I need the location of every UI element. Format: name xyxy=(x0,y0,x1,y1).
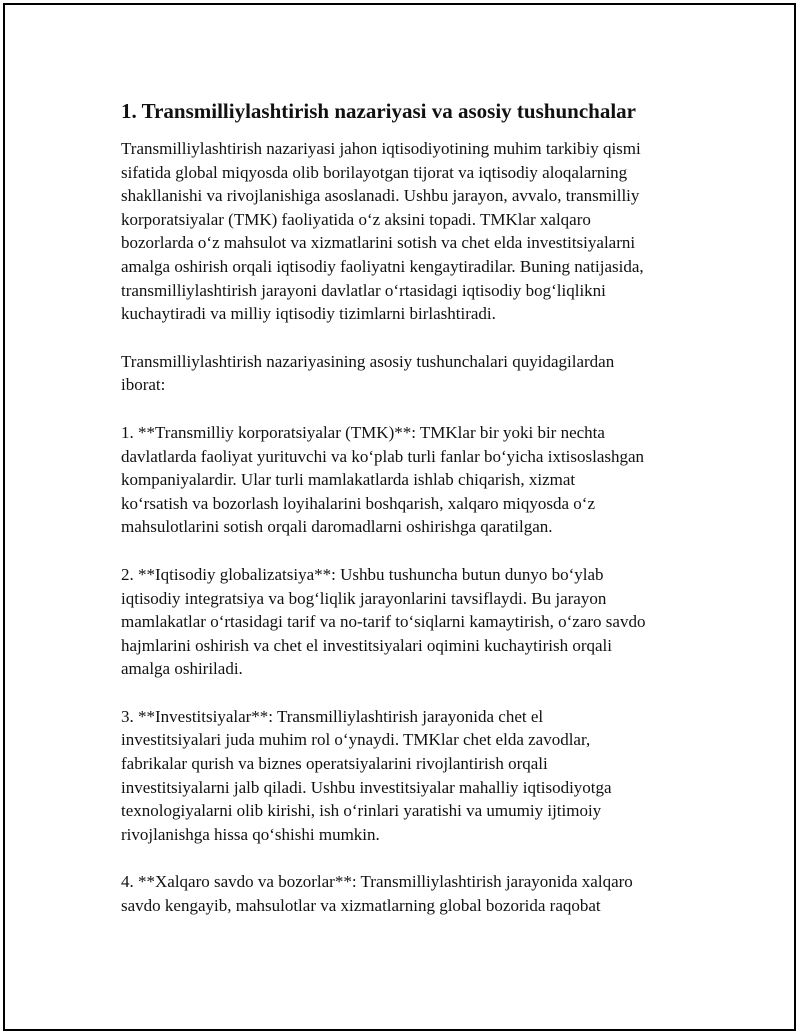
text-line: bozorlarda o‘z mahsulot va xizmatlarini sotish va chet elda investitsiyalarni xyxy=(121,233,636,253)
text-line: 2. **Iqtisodiy globalizatsiya**: Ushbu tushuncha butun dunyo bo‘ylab xyxy=(121,564,604,584)
text-line: ko‘rsatish va bozorlash loyihalarini boshqarish, xalqaro miqyosda o‘z xyxy=(121,493,595,513)
text-line: sifatida global miqyosda olib borilayotgan tijorat va iqtisodiy aloqalarning xyxy=(121,162,628,182)
text-line: amalga oshiriladi. xyxy=(121,659,243,679)
text-line: iqtisodiy integratsiya va bog‘liqlik jarayonlarini tavsiflaydi. Bu jarayon xyxy=(121,588,607,608)
text-line: davlatlarda faoliyat yurituvchi va ko‘plab turli fanlar bo‘yicha ixtisoslashgan xyxy=(121,446,645,466)
text-line: Transmilliylashtirish nazariyasining asosiy tushunchalari quyidagilardan xyxy=(121,351,615,371)
text-line: fabrikalar qurish va biznes operatsiyalarini rivojlantirish orqali xyxy=(121,754,548,774)
text-line: shakllanishi va rivojlanishiga asoslanadi. Ushbu jarayon, avvalo, transmilliy xyxy=(121,186,640,206)
list-item-globalization xyxy=(121,563,701,681)
text-line: hajmlarini oshirish va chet el investitsiyalari oqimini kuchaytirish orqali xyxy=(121,635,613,655)
text-line: korporatsiyalar (TMK) faoliyatida o‘z aksini topadi. TMKlar xalqaro xyxy=(121,209,591,229)
text-line: mamlakatlar o‘rtasidagi tarif va no-tarif to‘siqlarni kamaytirish, o‘zaro savdo xyxy=(121,612,646,632)
text-line: rivojlanishga hissa qo‘shishi mumkin. xyxy=(121,824,380,844)
list-item-tmk xyxy=(121,421,701,539)
page-frame xyxy=(3,3,796,1031)
list-item-investments xyxy=(121,705,701,847)
text-line: iborat: xyxy=(121,375,166,395)
text-line: kuchaytiradi va milliy iqtisodiy tizimlarni birlashtiradi. xyxy=(121,304,496,324)
text-line: 4. **Xalqaro savdo va bozorlar**: Transmilliylashtirish jarayonida xalqaro xyxy=(121,872,633,892)
document-title: 1. Transmilliylashtirish nazariyasi va asosiy tushunchalar xyxy=(121,99,636,123)
list-item-trade xyxy=(121,870,701,917)
text-line: savdo kengayib, mahsulotlar va xizmatlarning global bozorida raqobat xyxy=(121,896,601,916)
text-line: transmilliylashtirish jarayoni davlatlar o‘rtasidagi iqtisodiy bog‘liqlikni xyxy=(121,280,606,300)
text-line: amalga oshirish orqali iqtisodiy faoliyatni kengaytiradilar. Buning natijasida, xyxy=(121,256,644,276)
text-line: kompaniyalardir. Ular turli mamlakatlarda ishlab chiqarish, xizmat xyxy=(121,470,576,490)
text-line: investitsiyalarni jalb qiladi. Ushbu investitsiyalar mahalliy iqtisodiyotga xyxy=(121,777,612,797)
intro-paragraph xyxy=(121,137,701,326)
text-line: mahsulotlarini sotish orqali daromadlarni oshirishga qaratilgan. xyxy=(121,517,553,537)
concepts-intro-paragraph xyxy=(121,350,701,397)
text-line: 1. **Transmilliy korporatsiyalar (TMK)**: TMKlar bir yoki bir nechta xyxy=(121,422,605,442)
text-line: 3. **Investitsiyalar**: Transmilliylashtirish jarayonida chet el xyxy=(121,706,544,726)
document-body xyxy=(121,97,701,942)
text-line: Transmilliylashtirish nazariyasi jahon iqtisodiyotining muhim tarkibiy qismi xyxy=(121,139,641,158)
text-line: investitsiyalari juda muhim rol o‘ynaydi. TMKlar chet elda zavodlar, xyxy=(121,730,591,750)
text-line: texnologiyalarni olib kirishi, ish o‘rinlari yaratishi va umumiy ijtimoiy xyxy=(121,801,602,821)
